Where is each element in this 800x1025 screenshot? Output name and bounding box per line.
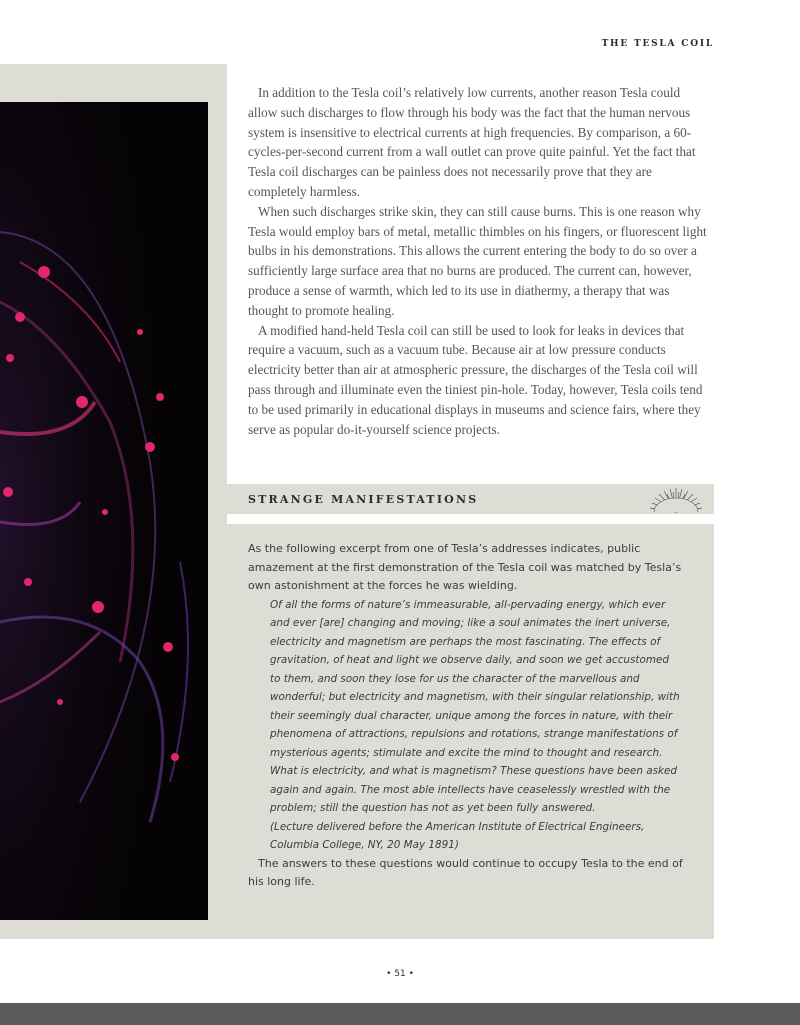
plasma-ball-image — [0, 102, 208, 920]
sunburst-icon — [646, 486, 706, 514]
page-number: • 51 • — [386, 969, 414, 979]
sidebar-intro: As the following excerpt from one of Tesla’s addresses indicates, public amazement at the first demonstration of the Tesla coil was matched by Tesla’s own astonishment at the forces he was wielding. — [248, 542, 682, 592]
sidebar-title: STRANGE MANIFESTATIONS — [248, 493, 479, 506]
footer-bar — [0, 1003, 800, 1025]
body-paragraph: When such discharges strike skin, they can still cause burns. This is one reason why Tesla would employ bars of metal, metallic thimbles on his fingers, or fluorescent light bulbs in his demonstrations. This allows the current entering the body to do so over a sufficiently large surface area that no burns are produced. The current can, however, produce a sense of warmth, which led to its use in diathermy, a therapy that was thought to promote healing. — [248, 203, 707, 318]
sidebar-closing: The answers to these questions would continue to occupy Tesla to the end of his long life. — [248, 856, 683, 888]
body-text — [248, 83, 710, 439]
sidebar-header — [227, 484, 714, 514]
sidebar-text — [248, 540, 698, 892]
running-head: THE TESLA COIL — [601, 39, 714, 49]
plasma-ball-photo — [0, 102, 208, 920]
body-paragraph: In addition to the Tesla coil’s relatively low currents, another reason Tesla could allow such discharges to flow through his body was the fact that the human nervous system is insensitive to electrical currents at high frequencies. By comparison, a 60-cycles-per-second current from a wall outlet can prove quite painful. Yet the fact that Tesla coil discharges can be painless does not necessarily prove that they are completely harmless. — [248, 85, 696, 199]
sidebar-citation: (Lecture delivered before the American Institute of Electrical Engineers, Columbia College, NY, 20 May 1891) — [270, 820, 645, 851]
sidebar-quote: Of all the forms of nature’s immeasurable, all-pervading energy, which ever and ever [are] changing and moving; like a soul animates the inert universe, electricity and magnetism are perhaps the most fascinating. The effects of gravitation, of heat and light we observe daily, and soon we get accustomed to them, and soon they lose for us the character of the marvellous and wonderful; but electricity and magnetism, with their singular relationship, with their seemingly dual character, unique among the forces in nature, with their phenomena of attractions, repulsions and rotations, strange manifestations of mysterious agents; stimulate and excite the mind to thought and research. What is electricity, and what is magnetism? These questions have been asked again and again. The most able intellects have ceaselessly wrestled with the problem; still the question has not as yet been fully answered. — [270, 598, 680, 814]
divider-strip — [227, 514, 714, 524]
body-paragraph: A modified hand-held Tesla coil can still be used to look for leaks in devices that require a vacuum, such as a vacuum tube. Because air at low pressure conducts electricity better than air at atmospheric pressure, the discharges of the Tesla coil will pass through and illuminate even the tiniest pin-hole. Today, however, Tesla coils tend to be used primarily in educational displays in museums and science fairs, where they serve as popular do-it-yourself science projects. — [248, 322, 703, 437]
